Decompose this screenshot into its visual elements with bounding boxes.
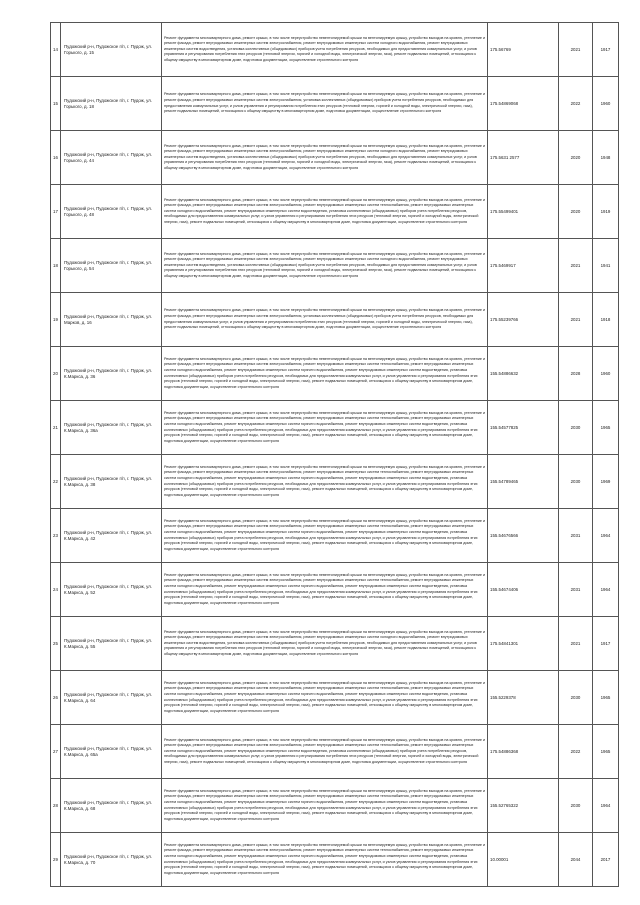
row-address: Пудожский р-н, Пудожское г/п, г. Пудож, ул. Горького, д. 54 [61,239,162,293]
row-number: 26 [51,671,61,725]
repair-schedule-table [50,22,619,887]
table-row [51,239,619,293]
row-built-year: 1965 [593,401,619,455]
row-works-description: Ремонт фундамента многоквартирного дома, ремонт крыши, в том числе переустройство невентилируемой крыши на вентилируемую крышу, устройство выходов на кровлю, утепление и ремонт фасада, ремонт внутридомовых инженерных систем электроснабжения, установка коллективных (общедомовых) приборов учета потребления ресурсов, необходимых для предоставления коммунальных услуг, и узлов управления и регулирования потребления этих ресурсов (тепловой энергии, горячей и холодной воды, электрической энергии, газа), ремонт подвальных помещений, относящихся к общему имуществу в многоквартирном доме, подготовка документации, осуществление строительного контроля [162,293,488,347]
table-row [51,347,619,401]
row-number: 17 [51,185,61,239]
table-row [51,725,619,779]
row-works-description: Ремонт фундамента многоквартирного дома, ремонт крыши, в том числе переустройство невентилируемой крыши на вентилируемую крышу, устройство выходов на кровлю, утепление и ремонт фасада, ремонт внутридомовых инженерных систем электроснабжения, ремонт внутридомовых инженерных систем теплоснабжения, ремонт внутридомовых инженерных систем холодного водоснабжения, ремонт внутридомовых инженерных систем горячего водоснабжения, ремонт внутридомовых инженерных систем водоотведения, установка коллективных (общедомовых) приборов учета потребления ресурсов, необходимых для предоставления коммунальных услуг, и узлов управления и регулирования потребления этих ресурсов (тепловой энергии, горячей и холодной воды, электрической энергии, газа), ремонт подвальных помещений, относящихся к общему имуществу в многоквартирном доме, подготовка документации, осуществление строительного контроля [162,563,488,617]
row-address: Пудожский р-н, Пудожское г/п, г. Пудож, ул. К.Маркса, д. 36 [61,347,162,401]
row-number: 15 [51,77,61,131]
row-area-value: 155.52765322 [488,779,559,833]
row-address: Пудожский р-н, Пудожское г/п, г. Пудож, ул. Марков, д. 16 [61,293,162,347]
table-row [51,293,619,347]
row-planned-year: 2030 [559,455,593,509]
table-row [51,23,619,77]
table-row [51,779,619,833]
table-row [51,131,619,185]
row-built-year: 1964 [593,779,619,833]
row-number: 24 [51,563,61,617]
row-area-value: 155.54676566 [488,509,559,563]
row-planned-year: 2021 [559,23,593,77]
row-built-year: 1941 [593,239,619,293]
row-address: Пудожский р-н, Пудожское г/п, г. Пудож, ул. К.Маркса, д. 42 [61,509,162,563]
row-address: Пудожский р-н, Пудожское г/п, г. Пудож, ул. К.Маркса, д. 70 [61,833,162,887]
row-number: 29 [51,833,61,887]
row-address: Пудожский р-н, Пудожское г/п, г. Пудож, ул. Горького, д. 18 [61,77,162,131]
row-planned-year: 2021 [559,617,593,671]
row-planned-year: 2021 [559,293,593,347]
table-row [51,77,619,131]
row-built-year: 1948 [593,131,619,185]
row-planned-year: 2020 [559,131,593,185]
row-works-description: Ремонт фундамента многоквартирного дома, ремонт крыши, в том числе переустройство невентилируемой крыши на вентилируемую крышу, устройство выходов на кровлю, утепление и ремонт фасада, ремонт внутридомовых инженерных систем электроснабжения, ремонт внутридомовых инженерных систем теплоснабжения, ремонт внутридомовых инженерных систем холодного водоснабжения, ремонт внутридомовых инженерных систем горячего водоснабжения, ремонт внутридомовых инженерных систем водоотведения, установка коллективных (общедомовых) приборов учета потребления ресурсов, необходимых для предоставления коммунальных услуг, и узлов управления и регулирования потребления этих ресурсов (тепловой энергии, горячей и холодной воды, электрической энергии, газа), ремонт подвальных помещений, относящихся к общему имуществу в многоквартирном доме, подготовка документации, осуществление строительного контроля [162,455,488,509]
row-area-value: 175.54886368 [488,725,559,779]
row-address: Пудожский р-н, Пудожское г/п, г. Пудож, ул. К.Маркса, д. 65а [61,725,162,779]
row-works-description: Ремонт фундамента многоквартирного дома, ремонт крыши, в том числе переустройство невентилируемой крыши на вентилируемую крышу, устройство выходов на кровлю, утепление и ремонт фасада, ремонт внутридомовых инженерных систем электроснабжения, ремонт внутридомовых инженерных систем холодного водоснабжения, ремонт внутридомовых инженерных систем водоотведения, установка коллективных (общедомовых) приборов учета потребления ресурсов, необходимых для предоставления коммунальных услуг, и узлов управления и регулирования потребления этих ресурсов (тепловой энергии, горячей и холодной воды, электрической энергии, газа), ремонт подвальных помещений, относящихся к общему имуществу в многоквартирном доме, подготовка документации, осуществление строительного контроля [162,239,488,293]
table-row [51,401,619,455]
table-row [51,833,619,887]
row-area-value: 155.54674406 [488,563,559,617]
table-row [51,617,619,671]
row-planned-year: 2021 [559,239,593,293]
row-built-year: 1965 [593,671,619,725]
row-built-year: 1960 [593,347,619,401]
row-planned-year: 2028 [559,347,593,401]
row-works-description: Ремонт фундамента многоквартирного дома, ремонт крыши, в том числе переустройство невентилируемой крыши на вентилируемую крышу, устройство выходов на кровлю, утепление и ремонт фасада, ремонт внутридомовых инженерных систем электроснабжения, ремонт внутридомовых инженерных систем теплоснабжения, ремонт внутридомовых инженерных систем холодного водоснабжения, ремонт внутридомовых инженерных систем горячего водоснабжения, ремонт внутридомовых инженерных систем водоотведения, установка коллективных (общедомовых) приборов учета потребления ресурсов, необходимых для предоставления коммунальных услуг, и узлов управления и регулирования потребления этих ресурсов (тепловой энергии, горячей и холодной воды, электрической энергии, газа), ремонт подвальных помещений, относящихся к общему имуществу в многоквартирном доме, подготовка документации, осуществление строительного контроля [162,671,488,725]
row-works-description: Ремонт фундамента многоквартирного дома, ремонт крыши, в том числе переустройство невентилируемой крыши на вентилируемую крышу, устройство выходов на кровлю, утепление и ремонт фасада, ремонт внутридомовых инженерных систем электроснабжения, ремонт внутридомовых инженерных систем теплоснабжения, ремонт внутридомовых инженерных систем холодного водоснабжения, ремонт внутридомовых инженерных систем водоотведения, установка коллективных (общедомовых) приборов учета потребления ресурсов, необходимых для предоставления коммунальных услуг, и узлов управления и регулирования потребления этих ресурсов (тепловой энергии, горячей и холодной воды, электрической энергии, газа), ремонт подвальных помещений, относящихся к общему имуществу в многоквартирном доме, подготовка документации, осуществление строительного контроля [162,725,488,779]
row-works-description: Ремонт фундамента многоквартирного дома, ремонт крыши, в том числе переустройство невентилируемой крыши на вентилируемую крышу, устройство выходов на кровлю, утепление и ремонт фасада, ремонт внутридомовых инженерных систем электроснабжения, ремонт внутридомовых инженерных систем холодного водоснабжения, ремонт внутридомовых инженерных систем водоотведения, установка коллективных (общедомовых) приборов учета потребления ресурсов, необходимых для предоставления коммунальных услуг, и узлов управления и регулирования потребления этих ресурсов (тепловой энергии, горячей и холодной воды, электрической энергии, газа), ремонт подвальных помещений, относящихся к общему имуществу в многоквартирном доме, подготовка документации, осуществление строительного контроля [162,23,488,77]
table-row [51,185,619,239]
row-built-year: 1918 [593,293,619,347]
table-row [51,509,619,563]
row-planned-year: 2020 [559,185,593,239]
row-built-year: 1917 [593,23,619,77]
row-area-value: 175.54869068 [488,77,559,131]
row-number: 16 [51,131,61,185]
row-built-year: 1964 [593,509,619,563]
row-area-value: 175.55499401 [488,185,559,239]
row-planned-year: 2022 [559,725,593,779]
row-area-value: 175.56769 [488,23,559,77]
row-area-value: 155.5229378 [488,671,559,725]
row-number: 14 [51,23,61,77]
row-address: Пудожский р-н, Пудожское г/п, г. Пудож, ул. Горького, д. 15 [61,23,162,77]
row-works-description: Ремонт фундамента многоквартирного дома, ремонт крыши, в том числе переустройство невентилируемой крыши на вентилируемую крышу, устройство выходов на кровлю, утепление и ремонт фасада, ремонт внутридомовых инженерных систем электроснабжения, установка коллективных (общедомовых) приборов учета потребления ресурсов, необходимых для предоставления коммунальных услуг, и узлов управления и регулирования потребления этих ресурсов (тепловой энергии, горячей и холодной воды, электрической энергии, газа), ремонт подвальных помещений, относящихся к общему имуществу в многоквартирном доме, подготовка документации, осуществление строительного контроля [162,77,488,131]
row-number: 28 [51,779,61,833]
row-address: Пудожский р-н, Пудожское г/п, г. Пудож, ул. К.Маркса, д. 64 [61,671,162,725]
row-built-year: 1964 [593,563,619,617]
row-area-value: 175.5469917 [488,239,559,293]
row-number: 21 [51,401,61,455]
row-works-description: Ремонт фундамента многоквартирного дома, ремонт крыши, в том числе переустройство невентилируемой крыши на вентилируемую крышу, устройство выходов на кровлю, утепление и ремонт фасада, ремонт внутридомовых инженерных систем электроснабжения, ремонт внутридомовых инженерных систем теплоснабжения, ремонт внутридомовых инженерных систем холодного водоснабжения, ремонт внутридомовых инженерных систем горячего водоснабжения, ремонт внутридомовых инженерных систем водоотведения, установка коллективных (общедомовых) приборов учета потребления ресурсов, необходимых для предоставления коммунальных услуг, и узлов управления и регулирования потребления этих ресурсов (тепловой энергии, горячей и холодной воды, электрической энергии, газа), ремонт подвальных помещений, относящихся к общему имуществу в многоквартирном доме, подготовка документации, осуществление строительного контроля [162,779,488,833]
table-body [51,23,619,887]
row-built-year: 1965 [593,725,619,779]
row-planned-year: 2031 [559,509,593,563]
row-works-description: Ремонт фундамента многоквартирного дома, ремонт крыши, в том числе переустройство невентилируемой крыши на вентилируемую крышу, устройство выходов на кровлю, утепление и ремонт фасада, ремонт внутридомовых инженерных систем электроснабжения, ремонт внутридомовых инженерных систем теплоснабжения, ремонт внутридомовых инженерных систем холодного водоснабжения, ремонт внутридомовых инженерных систем горячего водоснабжения, ремонт внутридомовых инженерных систем водоотведения, установка коллективных (общедомовых) приборов учета потребления ресурсов, необходимых для предоставления коммунальных услуг, и узлов управления и регулирования потребления этих ресурсов (тепловой энергии, горячей и холодной воды, электрической энергии, газа), ремонт подвальных помещений, относящихся к общему имуществу в многоквартирном доме, подготовка документации, осуществление строительного контроля [162,401,488,455]
table-row [51,563,619,617]
row-number: 23 [51,509,61,563]
row-works-description: Ремонт фундамента многоквартирного дома, ремонт крыши, в том числе переустройство невентилируемой крыши на вентилируемую крышу, устройство выходов на кровлю, утепление и ремонт фасада, ремонт внутридомовых инженерных систем электроснабжения, ремонт внутридомовых инженерных систем теплоснабжения, ремонт внутридомовых инженерных систем холодного водоснабжения, ремонт внутридомовых инженерных систем водоотведения, установка коллективных (общедомовых) приборов учета потребления ресурсов, необходимых для предоставления коммунальных услуг, и узлов управления и регулирования потребления этих ресурсов (тепловой энергии, горячей и холодной воды, электрической энергии, газа), ремонт подвальных помещений, относящихся к общему имуществу в многоквартирном доме, подготовка документации, осуществление строительного контроля [162,185,488,239]
row-number: 19 [51,293,61,347]
row-planned-year: 2044 [559,833,593,887]
table-row [51,671,619,725]
row-number: 25 [51,617,61,671]
row-address: Пудожский р-н, Пудожское г/п, г. Пудож, ул. Горького, д. 48 [61,185,162,239]
row-area-value: 155.54886632 [488,347,559,401]
row-planned-year: 2031 [559,563,593,617]
row-address: Пудожский р-н, Пудожское г/п, г. Пудож, ул. К.Маркса, д. 68 [61,779,162,833]
row-works-description: Ремонт фундамента многоквартирного дома, ремонт крыши, в том числе переустройство невентилируемой крыши на вентилируемую крышу, устройство выходов на кровлю, утепление и ремонт фасада, ремонт внутридомовых инженерных систем электроснабжения, ремонт внутридомовых инженерных систем теплоснабжения, ремонт внутридомовых инженерных систем холодного водоснабжения, ремонт внутридомовых инженерных систем горячего водоснабжения, ремонт внутридомовых инженерных систем водоотведения, установка коллективных (общедомовых) приборов учета потребления ресурсов, необходимых для предоставления коммунальных услуг, и узлов управления и регулирования потребления этих ресурсов (тепловой энергии, горячей и холодной воды, электрической энергии, газа), ремонт подвальных помещений, относящихся к общему имуществу в многоквартирном доме, подготовка документации, осуществление строительного контроля [162,347,488,401]
row-area-value: 10.00001 [488,833,559,887]
row-area-value: 155.54577825 [488,401,559,455]
row-works-description: Ремонт фундамента многоквартирного дома, ремонт крыши, в том числе переустройство невентилируемой крыши на вентилируемую крышу, устройство выходов на кровлю, утепление и ремонт фасада, ремонт внутридомовых инженерных систем электроснабжения, ремонт внутридомовых инженерных систем теплоснабжения, ремонт внутридомовых инженерных систем холодного водоснабжения, ремонт внутридомовых инженерных систем горячего водоснабжения, ремонт внутридомовых инженерных систем водоотведения, установка коллективных (общедомовых) приборов учета потребления ресурсов, необходимых для предоставления коммунальных услуг, и узлов управления и регулирования потребления этих ресурсов (тепловой энергии, горячей и холодной воды, электрической энергии, газа), ремонт подвальных помещений, относящихся к общему имуществу в многоквартирном доме, подготовка документации, осуществление строительного контроля [162,509,488,563]
row-address: Пудожский р-н, Пудожское г/п, г. Пудож, ул. К.Маркса, д. 36а [61,401,162,455]
row-built-year: 1969 [593,455,619,509]
row-area-value: 175.54841301 [488,617,559,671]
row-works-description: Ремонт фундамента многоквартирного дома, ремонт крыши, в том числе переустройство невентилируемой крыши на вентилируемую крышу, устройство выходов на кровлю, утепление и ремонт фасада, ремонт внутридомовых инженерных систем электроснабжения, ремонт внутридомовых инженерных систем теплоснабжения, ремонт внутридомовых инженерных систем холодного водоснабжения, ремонт внутридомовых инженерных систем горячего водоснабжения, ремонт внутридомовых инженерных систем водоотведения, установка коллективных (общедомовых) приборов учета потребления ресурсов, необходимых для предоставления коммунальных услуг, и узлов управления и регулирования потребления этих ресурсов (тепловой энергии, горячей и холодной воды, электрической энергии, газа), ремонт подвальных помещений, относящихся к общему имуществу в многоквартирном доме, подготовка документации, осуществление строительного контроля [162,833,488,887]
row-address: Пудожский р-н, Пудожское г/п, г. Пудож, ул. К.Маркса, д. 55 [61,617,162,671]
document-sheet [50,22,618,887]
row-planned-year: 2030 [559,671,593,725]
row-area-value: 175.55239766 [488,293,559,347]
row-works-description: Ремонт фундамента многоквартирного дома, ремонт крыши, в том числе переустройство невентилируемой крыши на вентилируемую крышу, устройство выходов на кровлю, утепление и ремонт фасада, ремонт внутридомовых инженерных систем электроснабжения, ремонт внутридомовых инженерных систем холодного водоснабжения, ремонт внутридомовых инженерных систем водоотведения, установка коллективных (общедомовых) приборов учета потребления ресурсов, необходимых для предоставления коммунальных услуг, и узлов управления и регулирования потребления этих ресурсов (тепловой энергии, горячей и холодной воды, электрической энергии, газа), ремонт подвальных помещений, относящихся к общему имуществу в многоквартирном доме, подготовка документации, осуществление строительного контроля [162,617,488,671]
row-planned-year: 2030 [559,401,593,455]
row-number: 18 [51,239,61,293]
row-number: 27 [51,725,61,779]
row-address: Пудожский р-н, Пудожское г/п, г. Пудож, ул. Горького, д. 44 [61,131,162,185]
row-area-value: 175.5631 2577 [488,131,559,185]
row-built-year: 1917 [593,617,619,671]
row-address: Пудожский р-н, Пудожское г/п, г. Пудож, ул. К.Маркса, д. 52 [61,563,162,617]
row-works-description: Ремонт фундамента многоквартирного дома, ремонт крыши, в том числе переустройство невентилируемой крыши на вентилируемую крышу, устройство выходов на кровлю, утепление и ремонт фасада, ремонт внутридомовых инженерных систем электроснабжения, ремонт внутридомовых инженерных систем холодного водоснабжения, ремонт внутридомовых инженерных систем водоотведения, установка коллективных (общедомовых) приборов учета потребления ресурсов, необходимых для предоставления коммунальных услуг, и узлов управления и регулирования потребления этих ресурсов (тепловой энергии, горячей и холодной воды, электрической энергии, газа), ремонт подвальных помещений, относящихся к общему имуществу в многоквартирном доме, подготовка документации, осуществление строительного контроля [162,131,488,185]
row-built-year: 1960 [593,77,619,131]
row-number: 20 [51,347,61,401]
row-number: 22 [51,455,61,509]
row-built-year: 2017 [593,833,619,887]
row-address: Пудожский р-н, Пудожское г/п, г. Пудож, ул. К.Маркса, д. 38 [61,455,162,509]
row-planned-year: 2022 [559,77,593,131]
row-planned-year: 2030 [559,779,593,833]
row-built-year: 1919 [593,185,619,239]
table-row [51,455,619,509]
row-area-value: 155.54789465 [488,455,559,509]
